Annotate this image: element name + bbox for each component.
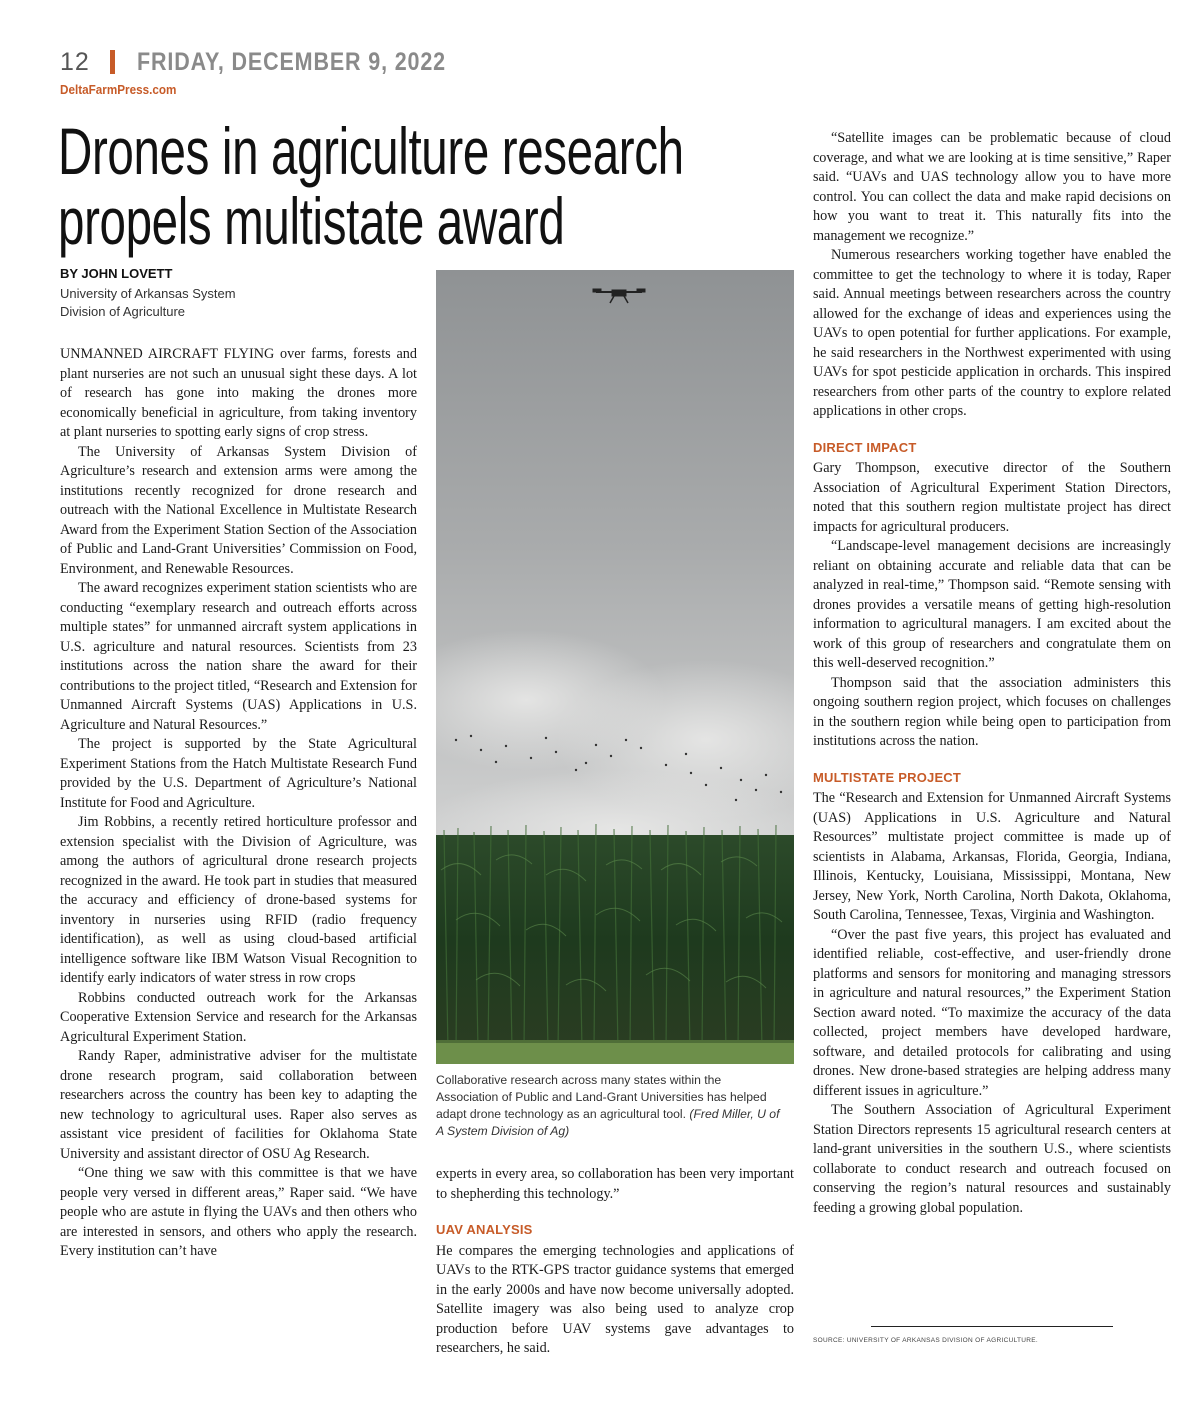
source-divider [871, 1326, 1113, 1327]
paragraph: Jim Robbins, a recently retired horticulture professor and extension specialist with the Division of Agriculture, was among the authors of agricultural drone research projects recognized in the award. He took part in studies that measured the accuracy and efficiency of drone-based systems for inventory in nurseries using RFID (radio frequency identification), as well as using cloud-based artificial intelligence software like IBM Watson Visual Recognition to identify early indicators of water stress in row crops [60, 814, 417, 986]
byline: BY JOHN LOVETT [60, 266, 173, 281]
photo-credit: (Fred Miller, U of A System Division of Ag) [436, 1107, 780, 1138]
headline-line-1: Drones in agriculture research [58, 114, 684, 188]
paragraph: He compares the emerging technologies and applications of UAVs to the RTK-GPS tractor guidance systems that emerged in the early 2000s and have now become universally adopted. Satellite imagery was also being used to analyze crop production before UAV systems gave advantages to researchers, he said. [436, 1242, 794, 1356]
article-column-1 [60, 345, 417, 1262]
paragraph: The Southern Association of Agricultural Experiment Station Directors represents 15 agricultural research centers at land-grant universities in the southern U.S., where scientists collaborate to conduct research and outreach focused on conserving the region’s natural resources and sustainably feeding a growing global population. [813, 1102, 1171, 1216]
source-note: SOURCE: UNIVERSITY OF ARKANSAS DIVISION OF AGRICULTURE. [813, 1337, 1039, 1344]
subhead-multistate-project: MULTISTATE PROJECT [813, 769, 962, 785]
masthead [60, 44, 496, 80]
article-column-3 [813, 129, 1171, 1218]
paragraph: experts in every area, so collaboration has been very important to shepherding this technology.” [436, 1166, 794, 1202]
paragraph: “Satellite images can be problematic because of cloud coverage, and what we are looking at is time sensitive,” Raper said. “UAVs and UAS technology allow you to have more control. You can collect the data and make rapid decisions on how you want to treat it. This naturally fits into the management we recognize.” [813, 130, 1171, 244]
paragraph: UNMANNED AIRCRAFT FLYING over farms, forests and plant nurseries are not such an unusual sight these days. A lot of research has gone into making the drones more economically beneficial in agriculture, from taking inventory at plant nurseries to spotting early signs of crop stress. [60, 346, 417, 440]
paragraph: Thompson said that the association administers this ongoing southern region project, which focuses on challenges in the southern region while being open to participation from institutions across the nation. [813, 674, 1171, 749]
paragraph: The “Research and Extension for Unmanned Aircraft Systems (UAS) Applications in U.S. Agriculture and Natural Resources” multistate project committee is made up of scientists in Alabama, Arkansas, Florida, Georgia, Indiana, Illinois, Kentucky, Louisiana, Mississippi, Montana, New Jersey, New York, North Carolina, North Dakota, Oklahoma, South Carolina, Tennessee, Texas, Virginia and Washington. [813, 790, 1171, 923]
masthead-divider [110, 50, 115, 74]
caption-text: Collaborative research across many states within the Association of Public and Land-Grant Universities has helped adapt drone technology as an agricultural tool. [436, 1073, 767, 1121]
affiliation-line-1: University of Arkansas System [60, 286, 236, 301]
paragraph: Gary Thompson, executive director of the Southern Association of Agricultural Experiment Station Directors, noted that this southern region multistate project has direct impacts for agricultural producers. [813, 460, 1171, 535]
photo-caption [436, 1072, 786, 1140]
site-link[interactable]: DeltaFarmPress.com [60, 82, 177, 97]
headline [58, 116, 706, 256]
paragraph: The project is supported by the State Agricultural Experiment Stations from the Hatch Multistate Research Fund provided by the U.S. Department of Agriculture’s National Institute for Food and Agriculture. [60, 736, 417, 811]
subhead-direct-impact: DIRECT IMPACT [813, 439, 917, 455]
author-affiliation [60, 285, 236, 321]
paragraph: “Over the past five years, this project has evaluated and identified reliable, cost-effective, and user-friendly drone platforms and sensors for monitoring and managing stressors in agriculture and natural resources,” the Experiment Station Section award noted. “To maximize the accuracy of the data collected, project members have developed hardware, software, and detailed protocols for calibrating and using drones. New drone-based strategies are helping address many different issues in agriculture.” [813, 926, 1171, 1099]
affiliation-line-2: Division of Agriculture [60, 304, 185, 319]
article-photo [436, 270, 794, 1064]
article-column-2 [436, 1165, 794, 1359]
subhead-uav-analysis: UAV ANALYSIS [436, 1222, 533, 1237]
paragraph: The University of Arkansas System Division of Agriculture’s research and extension arms were among the institutions recently recognized for drone research and outreach with the National Excellence in Multistate Research Award from the Experiment Station Section of the Association of Public and Land-Grant Universities’ Commission on Food, Environment, and Renewable Resources. [60, 443, 417, 577]
paragraph: “Landscape-level management decisions are increasingly reliant on obtaining accurate and reliable data that can be analyzed in real-time,” Thompson said. “Remote sensing with drones provides a versatile means of getting high-resolution information to agricultural managers. I am excited about the work of this group of researchers and congratulate them on this well-deserved recognition.” [813, 538, 1171, 671]
issue-date: FRIDAY, DECEMBER 9, 2022 [136, 47, 446, 76]
paragraph: Robbins conducted outreach work for the Arkansas Cooperative Extension Service and research for the Arkansas Agricultural Experiment Station. [60, 989, 417, 1045]
page-number: 12 [60, 47, 90, 76]
paragraph: The award recognizes experiment station scientists who are conducting “exemplary research and outreach efforts across multiple states” for unmanned aircraft system applications in U.S. agriculture and natural resources. Scientists from 23 institutions across the nation share the award for their contributions to the project titled, “Research and Extension for Unmanned Aircraft Systems (UAS) Applications in U.S. Agriculture and Natural Resources.” [60, 580, 417, 733]
headline-line-2: propels multistate award [58, 184, 565, 258]
paragraph: “One thing we saw with this committee is that we have people very versed in different areas,” Raper said. “We have people who are astute in flying the UAVs and then others who are interested in sensors, and others who apply the research. Every institution can’t have [60, 1165, 417, 1259]
paragraph: Randy Raper, administrative adviser for the multistate drone research program, said collaboration between researchers across the country has been key to adapting the new technology to agricultural uses. Raper also serves as assistant vice president of facilities for Oklahoma State University and assistant director of OSU Ag Research. [60, 1048, 417, 1162]
paragraph: Numerous researchers working together have enabled the committee to get the technology to where it is today, Raper said. Annual meetings between researchers across the country allowed for the exchange of ideas and experiences using the UAVs to open potential for further applications. For example, he said researchers in the Northwest experimented with using UAVs for spot pesticide application in orchards. This inspired researchers from other parts of the country to explore related applications in other crops. [813, 247, 1171, 419]
